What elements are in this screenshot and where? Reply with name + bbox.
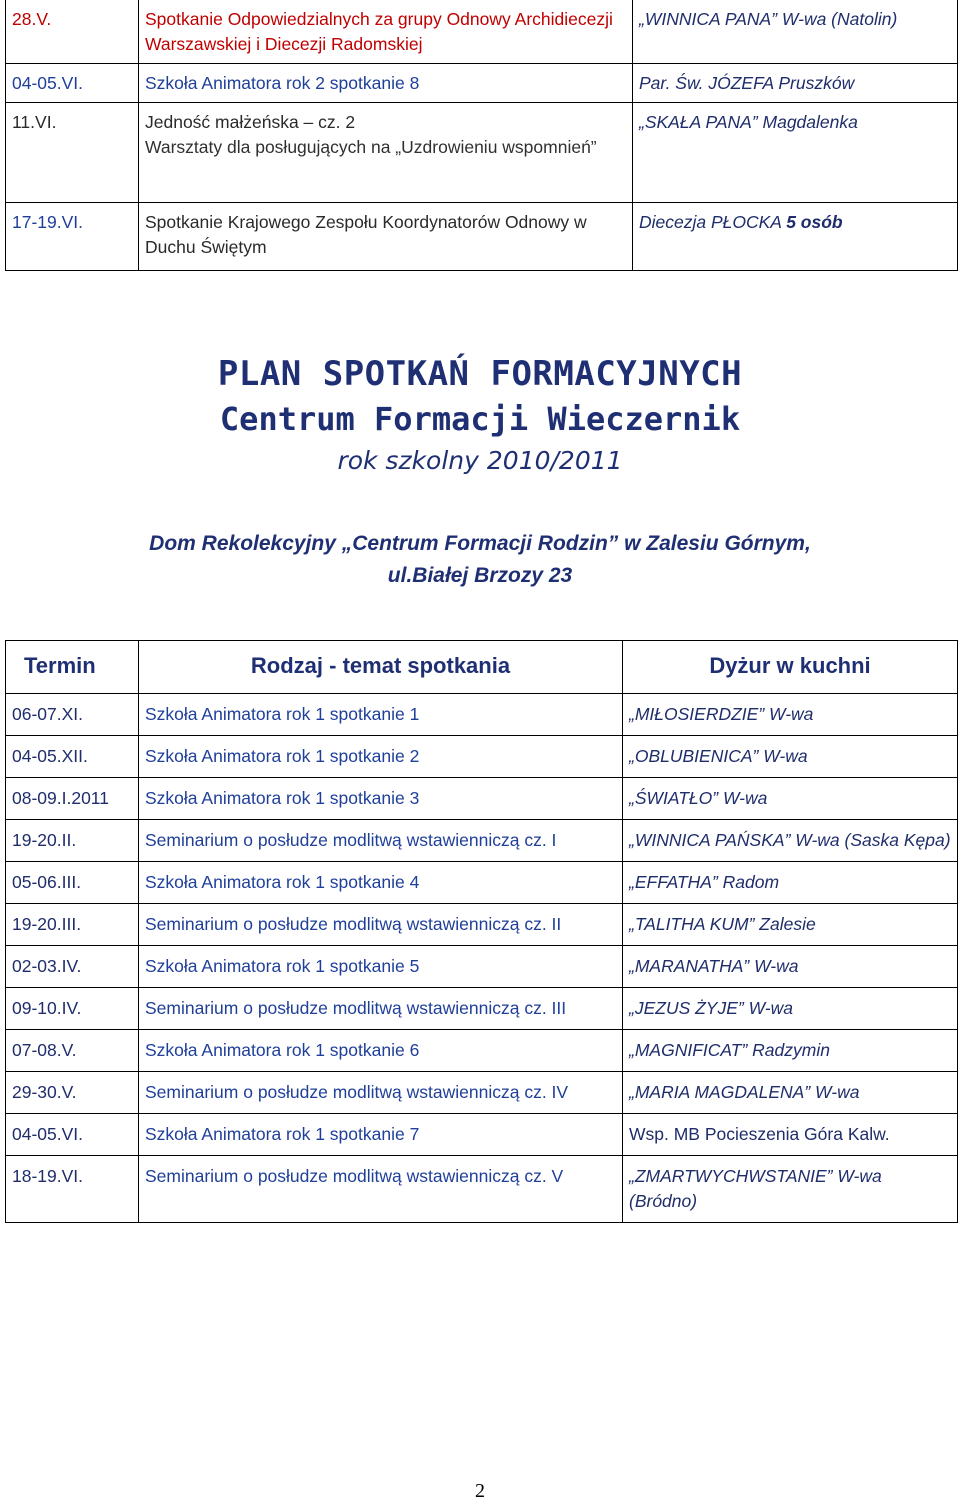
duty-cell: Wsp. MB Pocieszenia Góra Kalw.	[623, 1114, 958, 1156]
table-row	[6, 820, 958, 862]
table-row	[6, 103, 958, 203]
table-row	[6, 988, 958, 1030]
topic-cell: Szkoła Animatora rok 1 spotkanie 2	[139, 736, 623, 778]
date-cell: 09-10.IV.	[6, 988, 139, 1030]
topic-cell: Seminarium o posłudze modlitwą wstawienniczą cz. I	[139, 820, 623, 862]
venue-line-2: ul.Białej Brzozy 23	[387, 564, 573, 587]
page-number: 2	[475, 1480, 485, 1502]
date-cell: 04-05.VI.	[6, 1114, 139, 1156]
table-row	[6, 778, 958, 820]
date-cell: 04-05.XII.	[6, 736, 139, 778]
table-row	[6, 946, 958, 988]
duty-cell: „MIŁOSIERDZIE” W-wa	[623, 694, 958, 736]
center-name: Centrum Formacji Wieczernik	[219, 400, 741, 438]
topic-cell: Szkoła Animatora rok 1 spotkanie 6	[139, 1030, 623, 1072]
venue-line-1: Dom Rekolekcyjny „Centrum Formacji Rodzin” w Zalesiu Górnym,	[149, 532, 811, 555]
topic-extra-text: Warsztaty dla posługujących na „Uzdrowieniu wspomnień”	[145, 137, 597, 157]
topic-cell: Seminarium o posłudze modlitwą wstawienniczą cz. V	[139, 1156, 623, 1223]
table-row	[6, 694, 958, 736]
place-text: Diecezja PŁOCKA	[639, 212, 782, 232]
top-schedule-table	[5, 0, 958, 271]
date-cell: 28.V.	[6, 0, 139, 64]
place-cell	[633, 203, 958, 271]
duty-cell: „MARANATHA” W-wa	[623, 946, 958, 988]
date-cell: 19-20.III.	[6, 904, 139, 946]
date-cell: 02-03.IV.	[6, 946, 139, 988]
topic-cell: Seminarium o posłudze modlitwą wstawienniczą cz. II	[139, 904, 623, 946]
topic-cell: Szkoła Animatora rok 1 spotkanie 7	[139, 1114, 623, 1156]
topic-text: Jedność małżeńska – cz. 2	[145, 112, 356, 132]
topic-cell: Seminarium o posłudze modlitwą wstawienniczą cz. III	[139, 988, 623, 1030]
topic-cell	[139, 103, 633, 203]
topic-cell: Spotkanie Krajowego Zespołu Koordynatorów Odnowy w Duchu Świętym	[139, 203, 633, 271]
table-row	[6, 904, 958, 946]
school-year: rok szkolny 2010/2011	[337, 446, 623, 475]
table-row	[6, 0, 958, 64]
table-row	[6, 1156, 958, 1223]
date-cell: 19-20.II.	[6, 820, 139, 862]
duty-cell: „TALITHA KUM” Zalesie	[623, 904, 958, 946]
table-row	[6, 1030, 958, 1072]
place-cell: „SKAŁA PANA” Magdalenka	[633, 103, 958, 203]
topic-cell: Szkoła Animatora rok 1 spotkanie 5	[139, 946, 623, 988]
table-row	[6, 862, 958, 904]
header-topic: Rodzaj - temat spotkania	[139, 641, 623, 694]
table-row	[6, 736, 958, 778]
date-cell: 07-08.V.	[6, 1030, 139, 1072]
venue-address	[0, 528, 960, 592]
topic-cell: Spotkanie Odpowiedzialnych za grupy Odnowy Archidiecezji Warszawskiej i Diecezji Radomskiej	[139, 0, 633, 64]
table-row	[6, 64, 958, 103]
duty-cell: „ZMARTWYCHWSTANIE” W-wa (Bródno)	[623, 1156, 958, 1223]
topic-cell: Szkoła Animatora rok 1 spotkanie 1	[139, 694, 623, 736]
table-header-row	[6, 641, 958, 694]
topic-cell: Seminarium o posłudze modlitwą wstawienniczą cz. IV	[139, 1072, 623, 1114]
place-cell: Par. Św. JÓZEFA Pruszków	[633, 64, 958, 103]
date-cell: 04-05.VI.	[6, 64, 139, 103]
place-cell: „WINNICA PANA” W-wa (Natolin)	[633, 0, 958, 64]
topic-cell: Szkoła Animatora rok 1 spotkanie 3	[139, 778, 623, 820]
table-row	[6, 1072, 958, 1114]
duty-cell: „ŚWIATŁO” W-wa	[623, 778, 958, 820]
table-row	[6, 203, 958, 271]
duty-cell: „MARIA MAGDALENA” W-wa	[623, 1072, 958, 1114]
date-cell: 11.VI.	[6, 103, 139, 203]
topic-cell: Szkoła Animatora rok 1 spotkanie 4	[139, 862, 623, 904]
date-cell: 18-19.VI.	[6, 1156, 139, 1223]
duty-cell: „JEZUS ŻYJE” W-wa	[623, 988, 958, 1030]
header-termin: Termin	[6, 641, 139, 694]
duty-cell: „EFFATHA” Radom	[623, 862, 958, 904]
topic-cell: Szkoła Animatora rok 2 spotkanie 8	[139, 64, 633, 103]
formation-schedule-table	[5, 640, 958, 1223]
header-duty: Dyżur w kuchni	[623, 641, 958, 694]
plan-title: PLAN SPOTKAŃ FORMACYJNYCH	[217, 354, 743, 394]
date-cell: 05-06.III.	[6, 862, 139, 904]
date-cell: 17-19.VI.	[6, 203, 139, 271]
duty-cell: „WINNICA PAŃSKA” W-wa (Saska Kępa)	[623, 820, 958, 862]
date-cell: 08-09.I.2011	[6, 778, 139, 820]
duty-cell: „MAGNIFICAT” Radzymin	[623, 1030, 958, 1072]
duty-cell: „OBLUBIENICA” W-wa	[623, 736, 958, 778]
place-extra-text: 5 osób	[786, 212, 843, 232]
table-row	[6, 1114, 958, 1156]
date-cell: 29-30.V.	[6, 1072, 139, 1114]
date-cell: 06-07.XI.	[6, 694, 139, 736]
